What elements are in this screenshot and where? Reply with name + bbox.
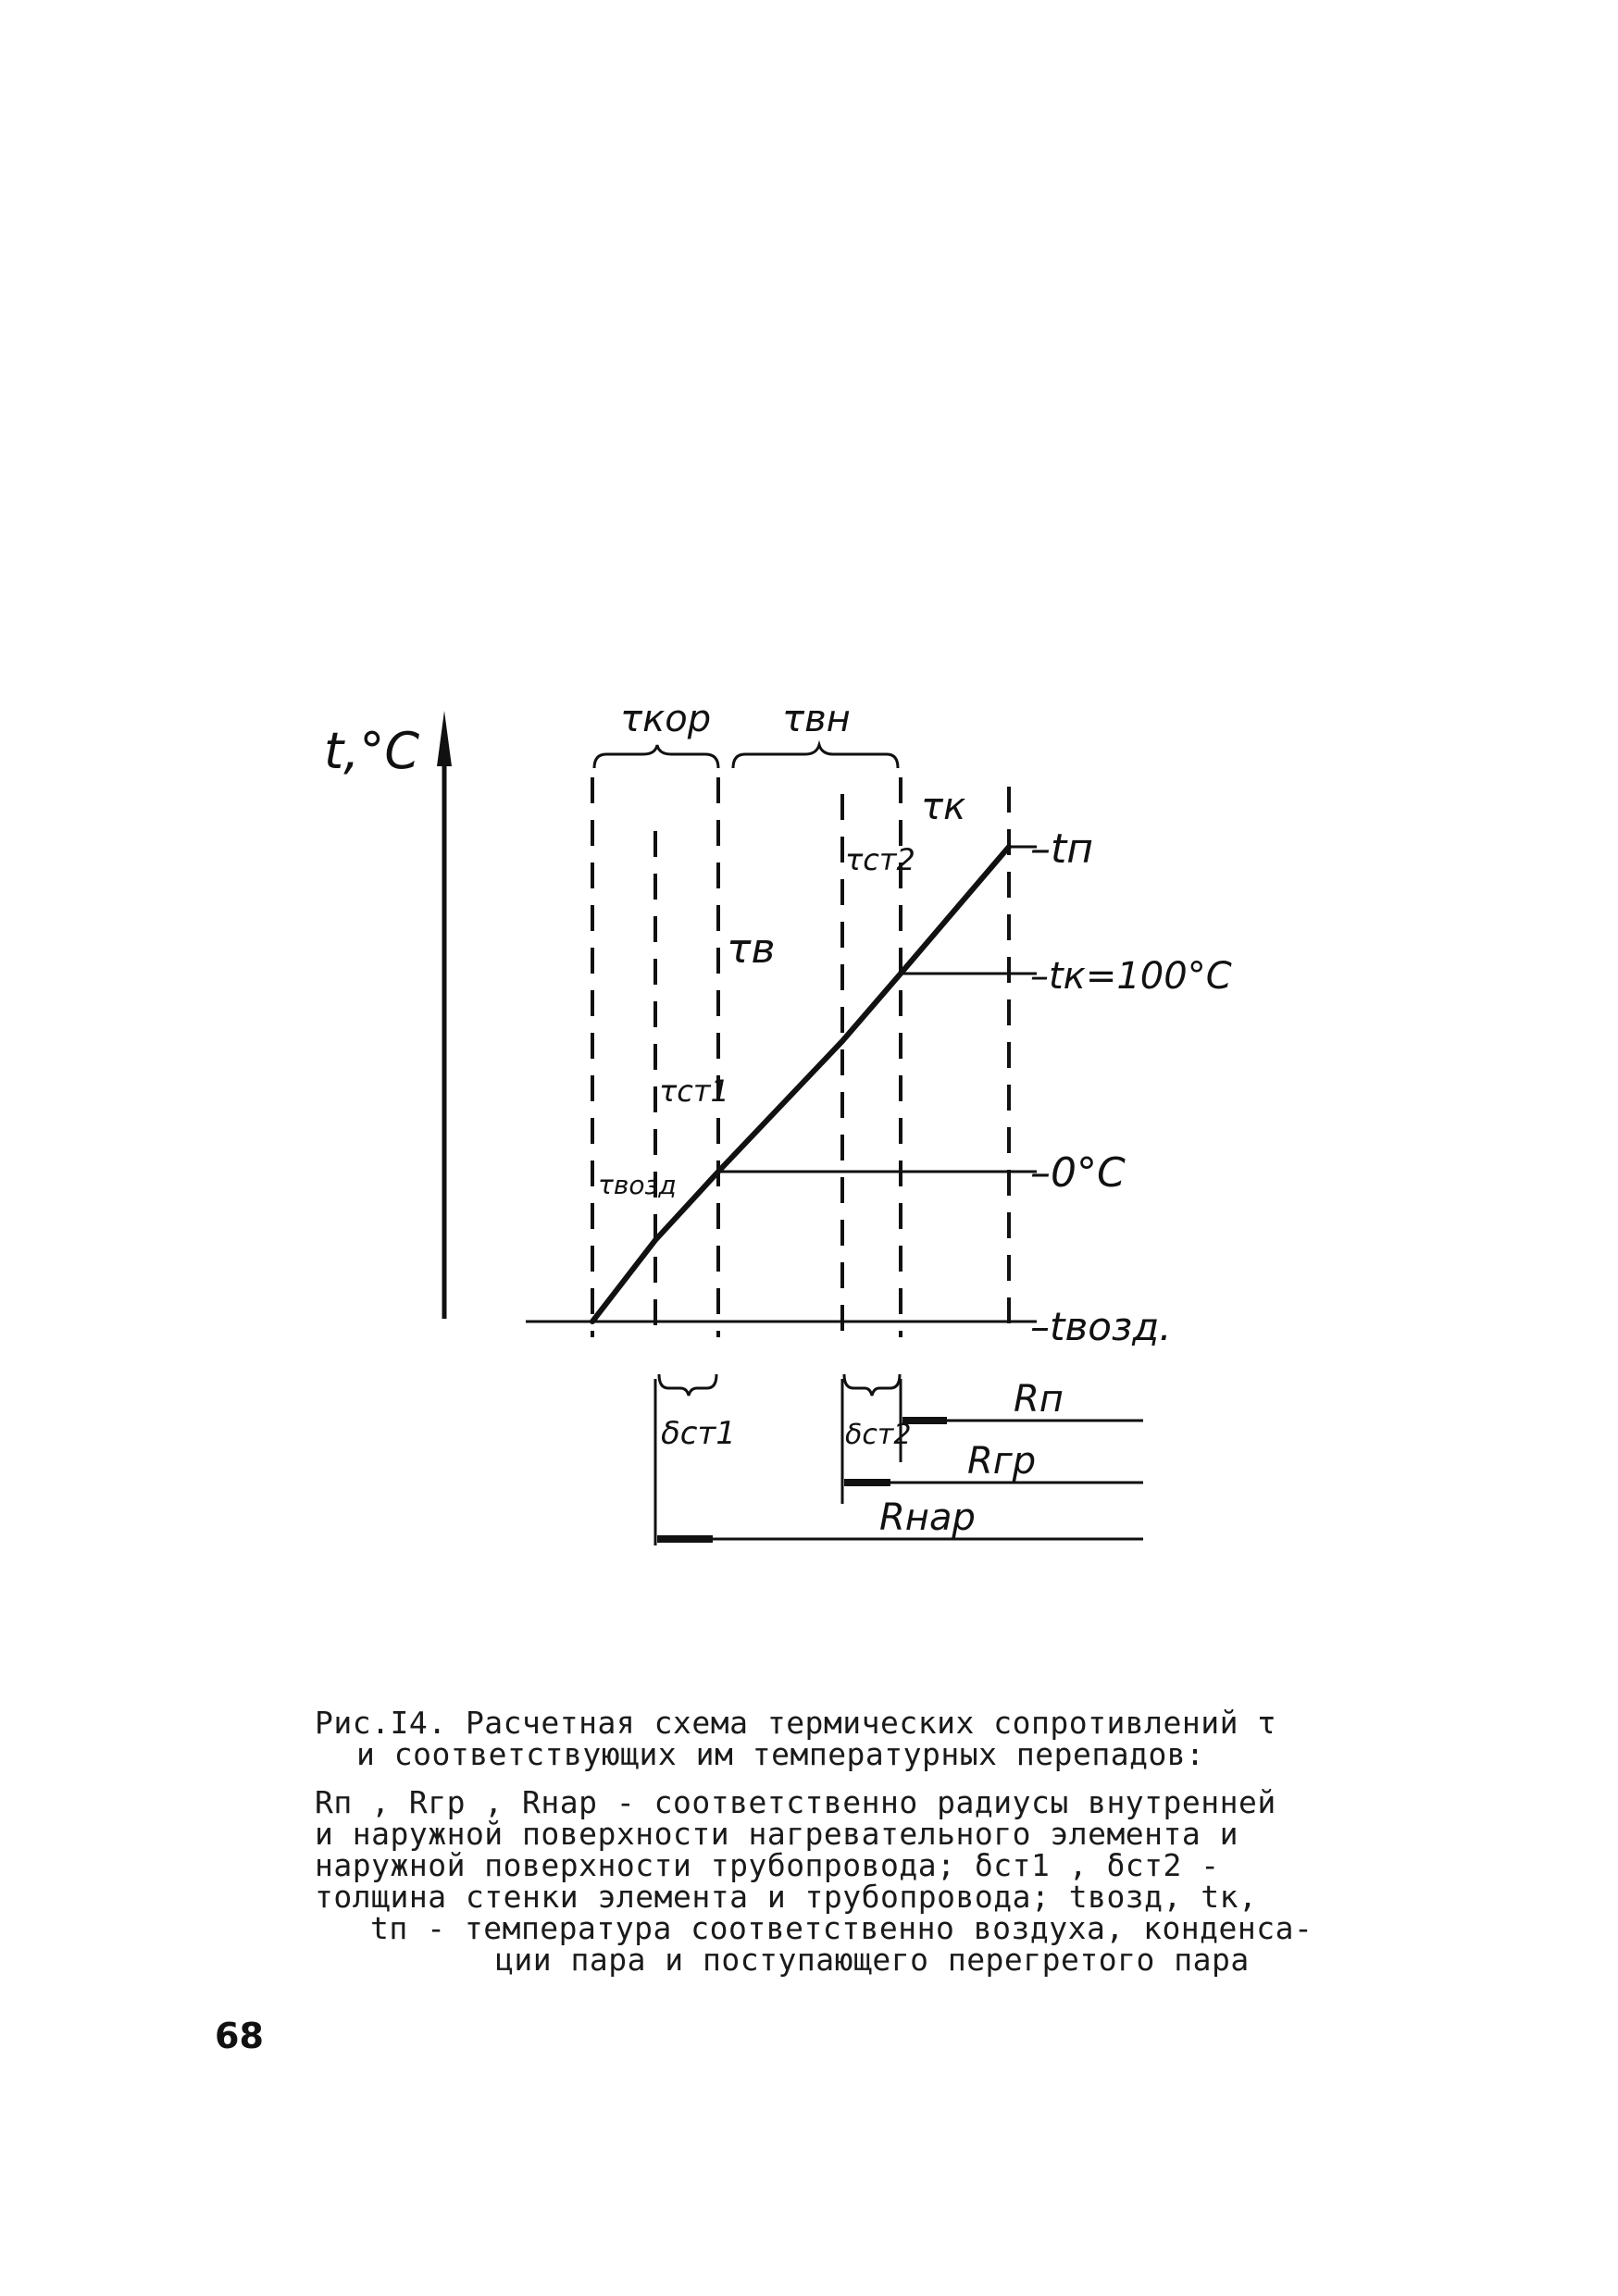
top-braces [594, 745, 898, 768]
radius-nar-arrowhead [657, 1535, 713, 1543]
brace-kor [594, 745, 718, 768]
caption-line: ции пара и поступающего перегретого пара [495, 1942, 1250, 1978]
label-delta-st1: δст1 [661, 1415, 736, 1452]
page-number: 68 [215, 2016, 264, 2056]
label-tau-vozd: τвозд [598, 1170, 677, 1200]
caption-line: толщина стенки элемента и трубопровода; tвозд, tк, [315, 1879, 1258, 1915]
caption-line: Rп , Rгр , Rнар - соответственно радиусы внутренней [315, 1784, 1276, 1820]
label-tau-kor: τкор [620, 698, 712, 740]
caption-line: Рис.I4. Расчетная схема термических сопротивлений τ [315, 1705, 1276, 1741]
label-R-nar: Rнар [879, 1496, 976, 1539]
reference-lines [526, 847, 1037, 1322]
temperature-axis [437, 711, 452, 1319]
label-t-vozd: –tвозд. [1030, 1304, 1172, 1349]
label-t-p: –tп [1030, 825, 1094, 873]
brace-delta-st1 [659, 1374, 716, 1396]
axis-label: t,°C [324, 722, 420, 780]
label-tau-v: τв [727, 925, 776, 973]
radius-verticals [655, 1379, 901, 1545]
label-tau-st2: τст2 [845, 842, 915, 877]
brace-delta-st2 [844, 1374, 900, 1396]
caption-line: и наружной поверхности нагревательного элемента и [315, 1816, 1239, 1852]
label-delta-st2: δст2 [845, 1419, 912, 1451]
caption-line: и соответствующих им температурных перепадов: [356, 1736, 1205, 1772]
label-R-gr: Rгр [967, 1440, 1037, 1483]
brace-vn [733, 745, 898, 768]
caption-line: tп - температура соответственно воздуха, конденса- [370, 1910, 1313, 1946]
label-tau-k: τк [921, 786, 966, 828]
bottom-braces [659, 1374, 900, 1396]
label-tau-vn: τвн [782, 698, 851, 740]
radius-gr-arrowhead [844, 1479, 890, 1486]
caption-line: наружной поверхности трубопровода; δст1 , δст2 - [315, 1847, 1220, 1883]
figure-caption [315, 1707, 1314, 1976]
label-tau-st1: τст1 [659, 1074, 729, 1109]
label-zero: –0°C [1030, 1149, 1126, 1197]
label-t-k: –tк=100°C [1030, 955, 1232, 998]
boundary-lines [592, 777, 1009, 1337]
label-R-p: Rп [1014, 1378, 1064, 1421]
